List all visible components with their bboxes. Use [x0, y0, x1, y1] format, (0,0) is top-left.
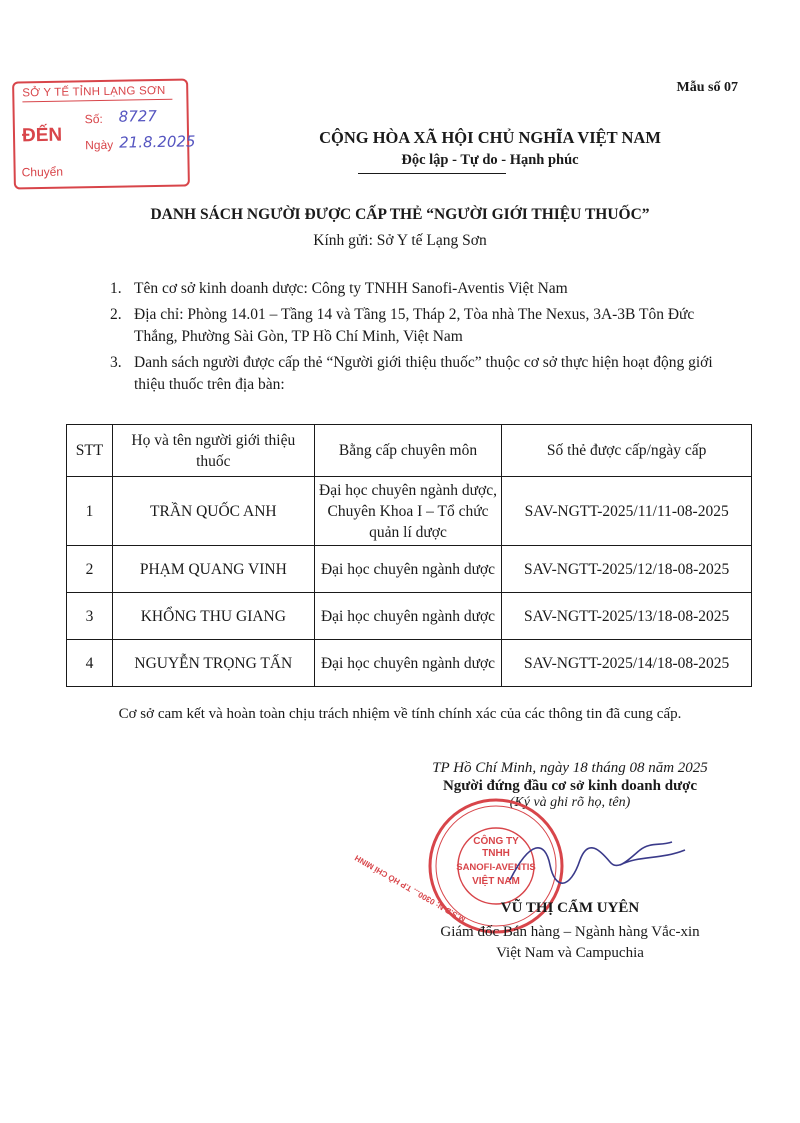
- cell-stt: 2: [67, 546, 113, 593]
- stamp-number-value: 8727: [118, 107, 158, 126]
- seal-line-2: TNHH: [482, 848, 510, 859]
- cell-name: TRẦN QUỐC ANH: [112, 477, 314, 546]
- cell-stt: 1: [67, 477, 113, 546]
- nation-header: CỘNG HÒA XÃ HỘI CHỦ NGHĨA VIỆT NAM: [319, 128, 661, 147]
- item-number: 2.: [110, 306, 122, 323]
- table-row: [67, 477, 752, 546]
- info-list: [110, 278, 740, 400]
- header-name: Họ và tên người giới thiệu thuốc: [112, 425, 314, 477]
- handwritten-signature: [500, 820, 690, 900]
- signer-name: VŨ THỊ CẨM UYÊN: [500, 900, 640, 916]
- cell-degree: Đại học chuyên ngành dược: [314, 640, 502, 687]
- stamp-date-value: 21.8.2025: [118, 132, 196, 152]
- table-row: [67, 593, 752, 640]
- people-table: [66, 424, 752, 687]
- item-number: 1.: [110, 280, 122, 297]
- list-item: [110, 304, 740, 348]
- signer-heading: Người đứng đầu cơ sở kinh doanh dược: [442, 778, 698, 794]
- header-degree: Bằng cấp chuyên môn: [314, 425, 502, 477]
- signer-title-line-1: Giám đốc Bán hàng – Ngành hàng Vắc-xin: [440, 924, 700, 940]
- item-text: Danh sách người được cấp thẻ “Người giới thiệu thuốc” thuộc cơ sở thực hiện hoạt động giới thiệu thuốc trên địa bàn:: [134, 354, 713, 393]
- table-row: [67, 640, 752, 687]
- form-number: Mẫu số 07: [676, 80, 738, 95]
- header-card: Số thẻ được cấp/ngày cấp: [502, 425, 752, 477]
- signer-title: [385, 922, 755, 964]
- recipient: Kính gửi: Sở Y tế Lạng Sơn: [313, 232, 487, 249]
- motto-underline: [358, 173, 506, 174]
- item-text: Tên cơ sở kinh doanh dược: Công ty TNHH Sanofi-Aventis Việt Nam: [134, 280, 568, 297]
- stamp-date-label: Ngày: [85, 137, 114, 153]
- cell-card: SAV-NGTT-2025/11/11-08-2025: [502, 477, 752, 546]
- commitment-statement: Cơ sở cam kết và hoàn toàn chịu trách nhiệm về tính chính xác của các thông tin đã cung cấp.: [118, 706, 682, 722]
- seal-ring-text: M.S.D.N: 0300... T.P HỒ CHÍ MINH: [353, 853, 467, 925]
- stamp-word: ĐẾN: [21, 124, 63, 147]
- item-number: 3.: [110, 354, 122, 371]
- list-item: [110, 352, 740, 396]
- stamp-forward-label: Chuyển: [21, 164, 64, 180]
- signer-title-line-2: Việt Nam và Campuchia: [496, 945, 644, 961]
- header-stt: STT: [67, 425, 113, 477]
- cell-name: NGUYỄN TRỌNG TẤN: [112, 640, 314, 687]
- document-title: DANH SÁCH NGƯỜI ĐƯỢC CẤP THẺ “NGƯỜI GIỚI THIỆU THUỐC”: [150, 206, 650, 223]
- seal-line-3: SANOFI-AVENTIS: [456, 862, 536, 873]
- cell-name: KHỔNG THU GIANG: [112, 593, 314, 640]
- cell-stt: 4: [67, 640, 113, 687]
- table-header-row: [67, 425, 752, 477]
- cell-degree: Đại học chuyên ngành dược, Chuyên Khoa I – Tổ chức quản lí dược: [314, 477, 502, 546]
- cell-name: PHẠM QUANG VINH: [112, 546, 314, 593]
- place-date: TP Hồ Chí Minh, ngày 18 tháng 08 năm 2025: [432, 760, 708, 776]
- item-text: Địa chỉ: Phòng 14.01 – Tầng 14 và Tầng 15, Tháp 2, Tòa nhà The Nexus, 3A-3B Tôn Đức Thắng, Phường Sài Gòn, TP Hồ Chí Minh, Việt Nam: [134, 306, 695, 345]
- cell-card: SAV-NGTT-2025/13/18-08-2025: [502, 593, 752, 640]
- stamp-number-label: Số:: [84, 111, 103, 127]
- list-item: [110, 278, 740, 300]
- seal-line-4: VIỆT NAM: [472, 876, 520, 887]
- sign-note: (Ký và ghi rõ họ, tên): [509, 795, 631, 810]
- table-row: [67, 546, 752, 593]
- cell-stt: 3: [67, 593, 113, 640]
- motto: Độc lập - Tự do - Hạnh phúc: [401, 152, 579, 168]
- cell-degree: Đại học chuyên ngành dược: [314, 546, 502, 593]
- cell-card: SAV-NGTT-2025/14/18-08-2025: [502, 640, 752, 687]
- cell-card: SAV-NGTT-2025/12/18-08-2025: [502, 546, 752, 593]
- seal-line-1: CÔNG TY: [473, 836, 519, 847]
- cell-degree: Đại học chuyên ngành dược: [314, 593, 502, 640]
- stamp-department: SỞ Y TẾ TỈNH LẠNG SƠN: [22, 85, 172, 103]
